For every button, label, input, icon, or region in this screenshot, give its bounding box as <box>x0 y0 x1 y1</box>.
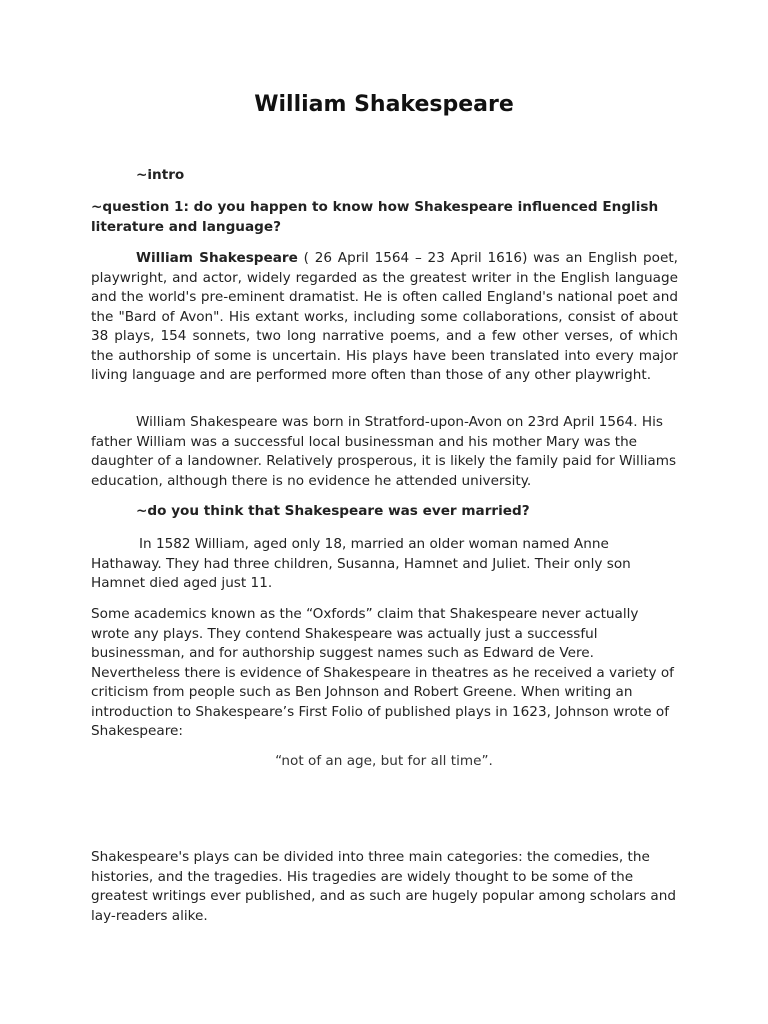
question-1-heading: ~question 1: do you happen to know how Shakespeare influenced English literature and language? <box>91 199 659 235</box>
question-2-heading: ~do you think that Shakespeare was ever married? <box>136 503 530 519</box>
paragraph-authorship: Some academics known as the “Oxfords” claim that Shakespeare never actually wrote any plays. They contend Shakespeare was actually just a successful businessman, and for authorship suggest names such as Edward de Vere. Nevertheless there is evidence of Shakespeare in theatres as he received a variety of criticism from people such as Ben Johnson and Robert Greene. When writing an introduction to Shakespeare’s First Folio of published plays in 1623, Johnson wrote of Shakespeare: <box>91 606 674 739</box>
paragraph-biography-text: ( 26 April 1564 – 23 April 1616) was an English poet, playwright, and actor, widely regarded as the greatest writer in the English language and the world's pre-eminent dramatist. He is often called England's national poet and the "Bard of Avon". His extant works, including some collaborations, consist of about 38 plays, 154 sonnets, two long narrative poems, and a few other verses, of which the authorship of some is uncertain. His plays have been translated into every major living language and are performed more often than those of any other playwright. <box>91 250 678 383</box>
paragraph-biography <box>91 249 678 386</box>
paragraph-marriage: In 1582 William, aged only 18, married an older woman named Anne Hathaway. They had three children, Susanna, Hamnet and Juliet. Their only son Hamnet died aged just 11. <box>91 536 631 591</box>
paragraph-birth: William Shakespeare was born in Stratford-upon-Avon on 23rd April 1564. His father William was a successful local businessman and his mother Mary was the daughter of a landowner. Relatively prosperous, it is likely the family paid for Williams education, although there is no evidence he attended university. <box>91 414 677 489</box>
johnson-quote: “not of an age, but for all time”. <box>275 753 493 769</box>
subject-name: William Shakespeare <box>136 250 298 266</box>
intro-heading: ~intro <box>136 167 185 183</box>
paragraph-categories: Shakespeare's plays can be divided into three main categories: the comedies, the histories, and the tragedies. His tragedies are widely thought to be some of the greatest writings ever published, and as such are hugely popular among scholars and lay-readers alike. <box>91 849 676 924</box>
page-title: William Shakespeare <box>254 92 514 117</box>
